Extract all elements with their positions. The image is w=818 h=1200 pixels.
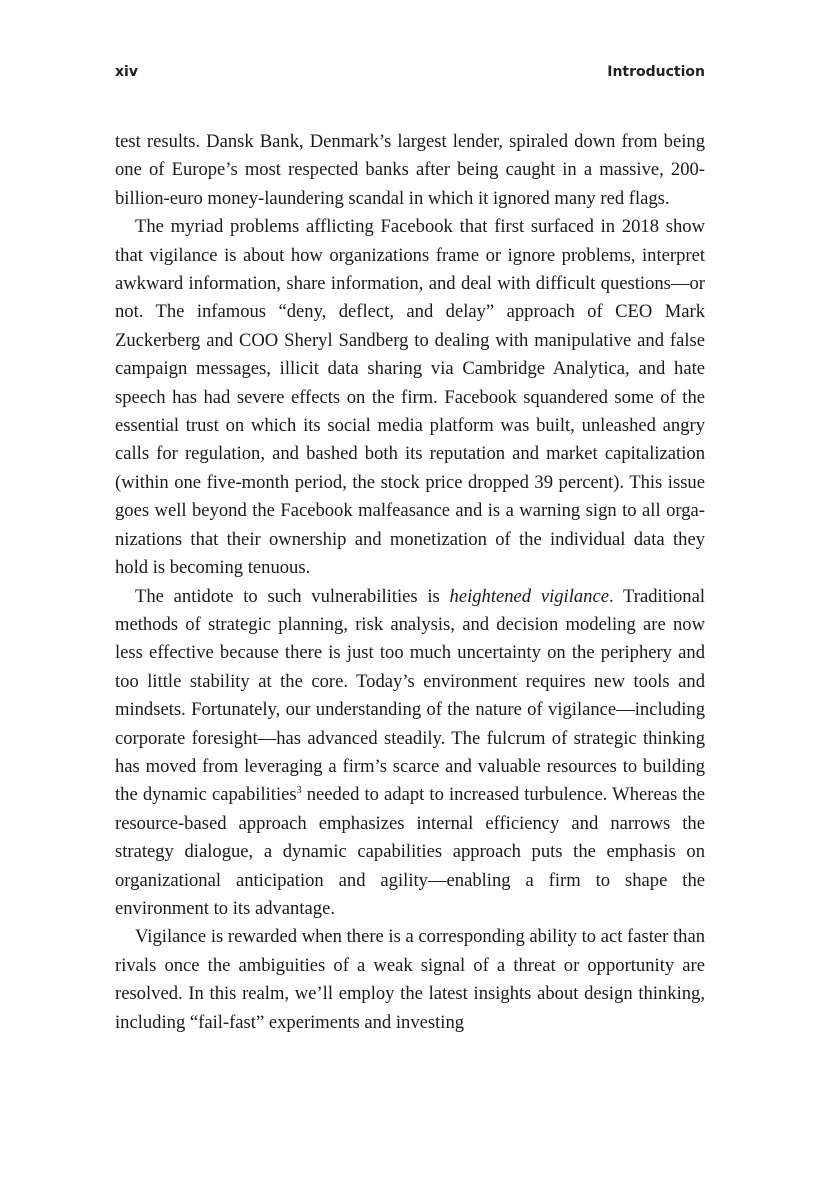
paragraph-continued: test results. Dansk Bank, Denmark’s largest lender, spiraled down from being one of Europe’s most respected banks after being caught in a massive, 200-billion-euro money-laundering scandal in which it ignored many red flags. — [115, 131, 705, 209]
chapter-title: Introduction — [607, 64, 705, 80]
paragraph-heightened-vigilance — [115, 583, 705, 924]
page-number: xiv — [115, 64, 138, 80]
paragraph-facebook: The myriad problems afflicting Facebook that first surfaced in 2018 show that vigilance is about how organizations frame or ignore problems, interpret awkward information, share information, and deal with difficult questions—or not. The infamous “deny, deflect, and delay” approach of CEO Mark Zuckerberg and COO Sheryl Sandberg to dealing with manipulative and false campaign messages, illicit data sharing via Cambridge Analytica, and hate speech has had severe effects on the firm. Facebook squandered some of the essential trust on which its social media platform was built, unleashed angry calls for regulation, and bashed both its reputation and market capitalization (within one five-month period, the stock price dropped 39 percent). This issue goes well beyond the Facebook malfeasance and is a warning sign to all organizations that their ownership and monetization of the individual data they hold is becoming tenuous. — [115, 216, 705, 579]
running-head — [115, 64, 705, 86]
emphasis-text: heightened vigilance — [449, 585, 609, 607]
paragraph-vigilance-rewarded: Vigilance is rewarded when there is a corresponding ability to act faster than rivals once the ambiguities of a weak signal of a threat or opportunity are resolved. In this realm, we’ll employ the latest insights about design thinking, including “fail-fast” experiments and investing — [115, 926, 705, 1033]
paragraph-text: . Traditional methods of strategic planning, risk analysis, and decision modeling are now less effective because there is just too much uncertainty on the periphery and too little stability at the core. Today’s environment requires new tools and mindsets. Fortunately, our understanding of the nature of vigilance—including corporate foresight—has advanced steadily. The fulcrum of strategic thinking has moved from leveraging a firm’s scarce and valuable resources to building the dynamic capabilities — [115, 585, 706, 806]
paragraph-text: needed to adapt to increased turbulence. Whereas the resource-based approach emphasizes internal efficiency and narrows the strategy dialogue, a dynamic capabilities approach puts the emphasis on organizational anticipation and agility—enabling a firm to shape the environment to its advantage. — [115, 784, 705, 919]
footnote-marker[interactable]: 3 — [296, 785, 302, 797]
body-text — [115, 128, 705, 1037]
paragraph-text: The antidote to such vulnerabilities is — [135, 585, 450, 607]
